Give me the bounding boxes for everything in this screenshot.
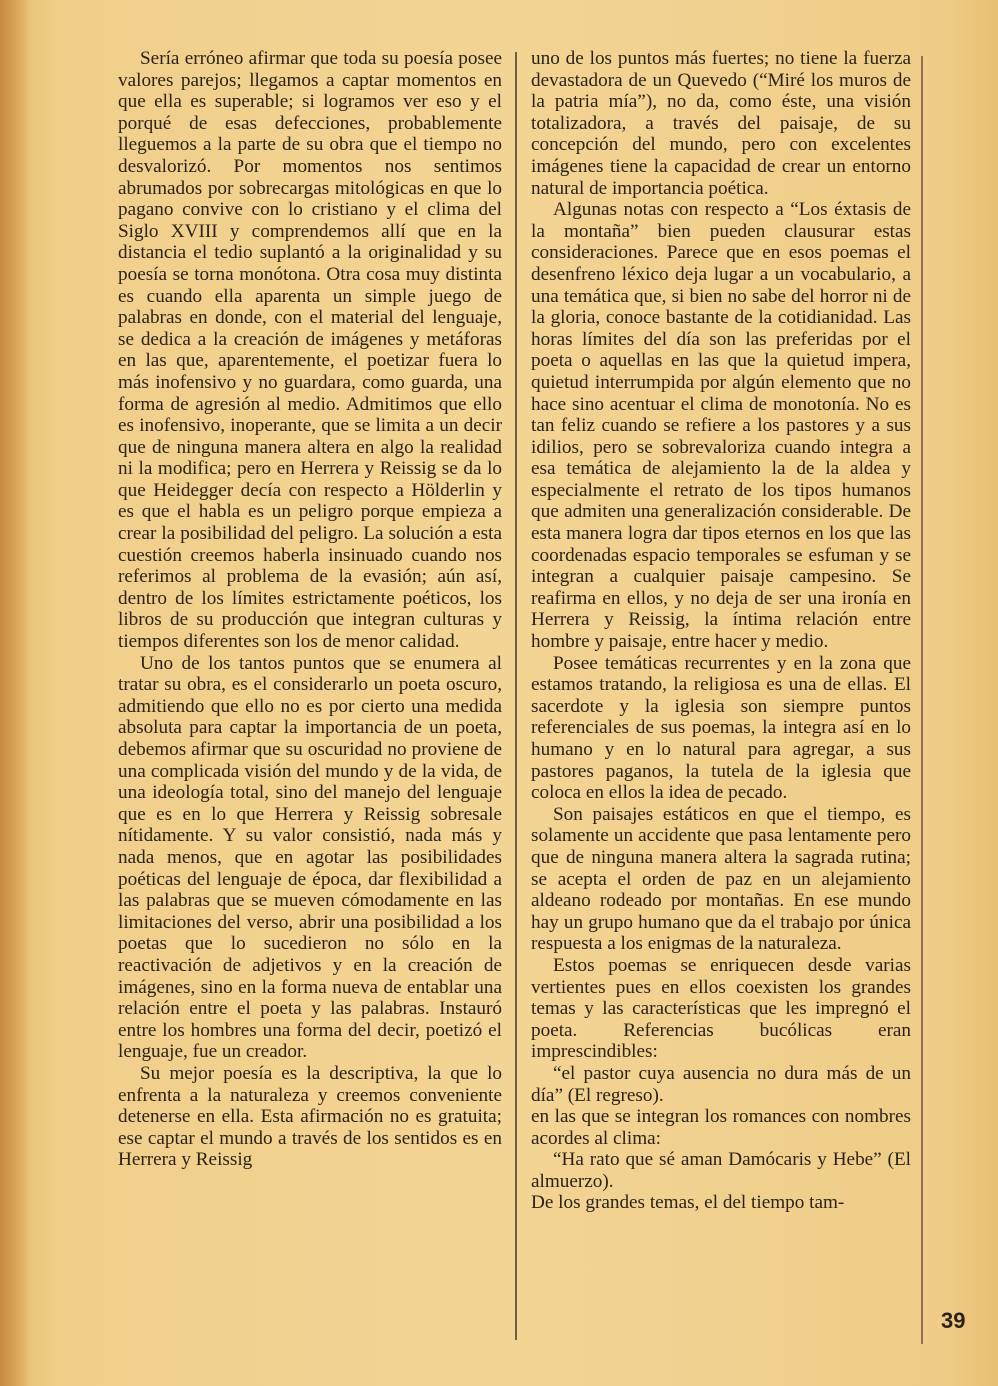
paragraph: Su mejor poesía es la descriptiva, la que lo enfrenta a la naturaleza y creemos conveniente detenerse en ella. Esta afirmación no es gratuita; ese captar el mundo a través de los sentidos es en Herrera y Reissig <box>118 1062 502 1171</box>
page-number: 39 <box>941 1308 966 1333</box>
paragraph: uno de los puntos más fuertes; no tiene la fuerza devastadora de un Quevedo (“Miré los muros de la patria mía”), no da, como éste, una visión totalizadora, a través del paisaje, de su concepción del mundo, pero con excelentes imágenes tiene la capacidad de crear un entorno natural de importancia poética. <box>531 48 911 199</box>
left-column <box>118 48 502 1171</box>
paragraph: Sería erróneo afirmar que toda su poesía posee valores parejos; llegamos a captar momentos en que ella es superable; si logramos ver eso y el porqué de esas defecciones, probablemente lleguemos a la parte de su obra que el tiempo no desvalorizó. Por momentos nos sentimos abrumados por sobrecargas mitológicas en que lo pagano convive con lo cristiano y el clima del Siglo XVIII y comprendemos allí que en la distancia el tedio suplantó a la originalidad y su poesía se torna monótona. Otra cosa muy distinta es cuando ella aparenta un simple juego de palabras en donde, con el material del lenguaje, se dedica a la creación de imágenes y metáforas en las que, aparentemente, el poetizar fuera lo más inofensivo y no guardara, como guarda, una forma de agresión al medio. Admitimos que ello es inofensivo, inoperante, que se limita a un decir que de ninguna manera altera en algo la realidad ni la modifica; pero en Herrera y Reissig se da lo que Heidegger decía con respecto a Hölderlin y es que el habla es un peligro porque empieza a crear la posibilidad del peligro. La solución a esta cuestión creemos haberla insinuado cuando nos referimos al problema de la evasión; aún así, dentro de los límites estrictamente poéticos, los libros de su producción que integran culturas y tiempos diferentes son los de menor calidad. <box>118 48 502 653</box>
paragraph: Algunas notas con respecto a “Los éxtasis de la montaña” bien pueden clausurar estas consideraciones. Parece que en esos poemas el desenfreno léxico deja lugar a un vocabulario, a una temática que, si bien no sabe del horror ni de la gloria, conoce bastante de la cotidianidad. Las horas límites del día son las preferidas por el poeta o aquellas en las que la quietud impera, quietud interrumpida por algún elemento que no hace sino acentuar el clima de monotonía. No es tan feliz cuando se refiere a los pastores y a sus idilios, pero se sobrevaloriza cuando integra a esa temática de alejamiento la de la aldea y especialmente el retrato de los tipos humanos que admiten una generalización considerable. De esta manera logra dar tipos eternos en los que las coordenadas espacio temporales se esfuman y se integran a cualquier paisaje campesino. Se reafirma en ellos, y no deja de ser una ironía en Herrera y Reissig, la íntima relación entre hombre y paisaje, entre hacer y medio. <box>531 199 911 653</box>
column-divider <box>515 52 517 1340</box>
paragraph: De los grandes temas, el del tiempo tam- <box>531 1192 845 1214</box>
quotation: “el pastor cuya ausencia no dura más de un día” (El regreso). <box>531 1062 911 1106</box>
paragraph: Uno de los tantos puntos que se enumera al tratar su obra, es el considerarlo un poeta oscuro, admitiendo que ello no es por cierto una medida absoluta para captar la importancia de un poeta, debemos afirmar que su oscuridad no proviene de una complicada visión del mundo y de la vida, de una ideología total, sino del manejo del lenguaje que es en lo que Herrera y Reissig sobresale nítidamente. Y su valor consistió, nada más y nada menos, que en agotar las posibilidades poéticas del lenguaje de época, dar flexibilidad a las palabras que se mueven cómodamente en las limitaciones del verso, abrir una posibilidad a los poetas que lo sucedieron no sólo en la reactivación de adjetivos y en la creación de imágenes, sino en la forma nueva de entablar una relación entre el poeta y las palabras. Instauró entre los hombres una forma del decir, poetizó el lenguaje, fue un creador. <box>118 652 502 1063</box>
paragraph: Son paisajes estáticos en que el tiempo, es solamente un accidente que pasa lentamente pero que de ninguna manera altera la sagrada rutina; se acepta el orden de paz en un alejamiento aldeano rodeado por montañas. En ese mundo hay un grupo humano que da el trabajo por única respuesta a los enigmas de la naturaleza. <box>531 803 911 955</box>
right-column <box>531 48 911 1214</box>
paragraph: Posee temáticas recurrentes y en la zona que estamos tratando, la religiosa es una de ellas. El sacerdote y la iglesia son siempre puntos referenciales de sus poemas, la integra así en lo humano y en lo natural para agregar, a sus pastores paganos, la tutela de la iglesia que coloca en ellos la idea de pecado. <box>531 652 911 804</box>
quotation: “Ha rato que sé aman Damócaris y Hebe” (El almuerzo). <box>531 1149 911 1192</box>
paragraph: en las que se integran los romances con nombres acordes al clima: <box>531 1106 911 1149</box>
right-margin-rule <box>921 56 923 1344</box>
paragraph: Estos poemas se enriquecen desde varias vertientes pues en ellos coexisten los grandes temas y las características que les impregnó el poeta. Referencias bucólicas eran imprescindibles: <box>531 954 911 1063</box>
page-edge-shadow <box>0 0 30 1386</box>
